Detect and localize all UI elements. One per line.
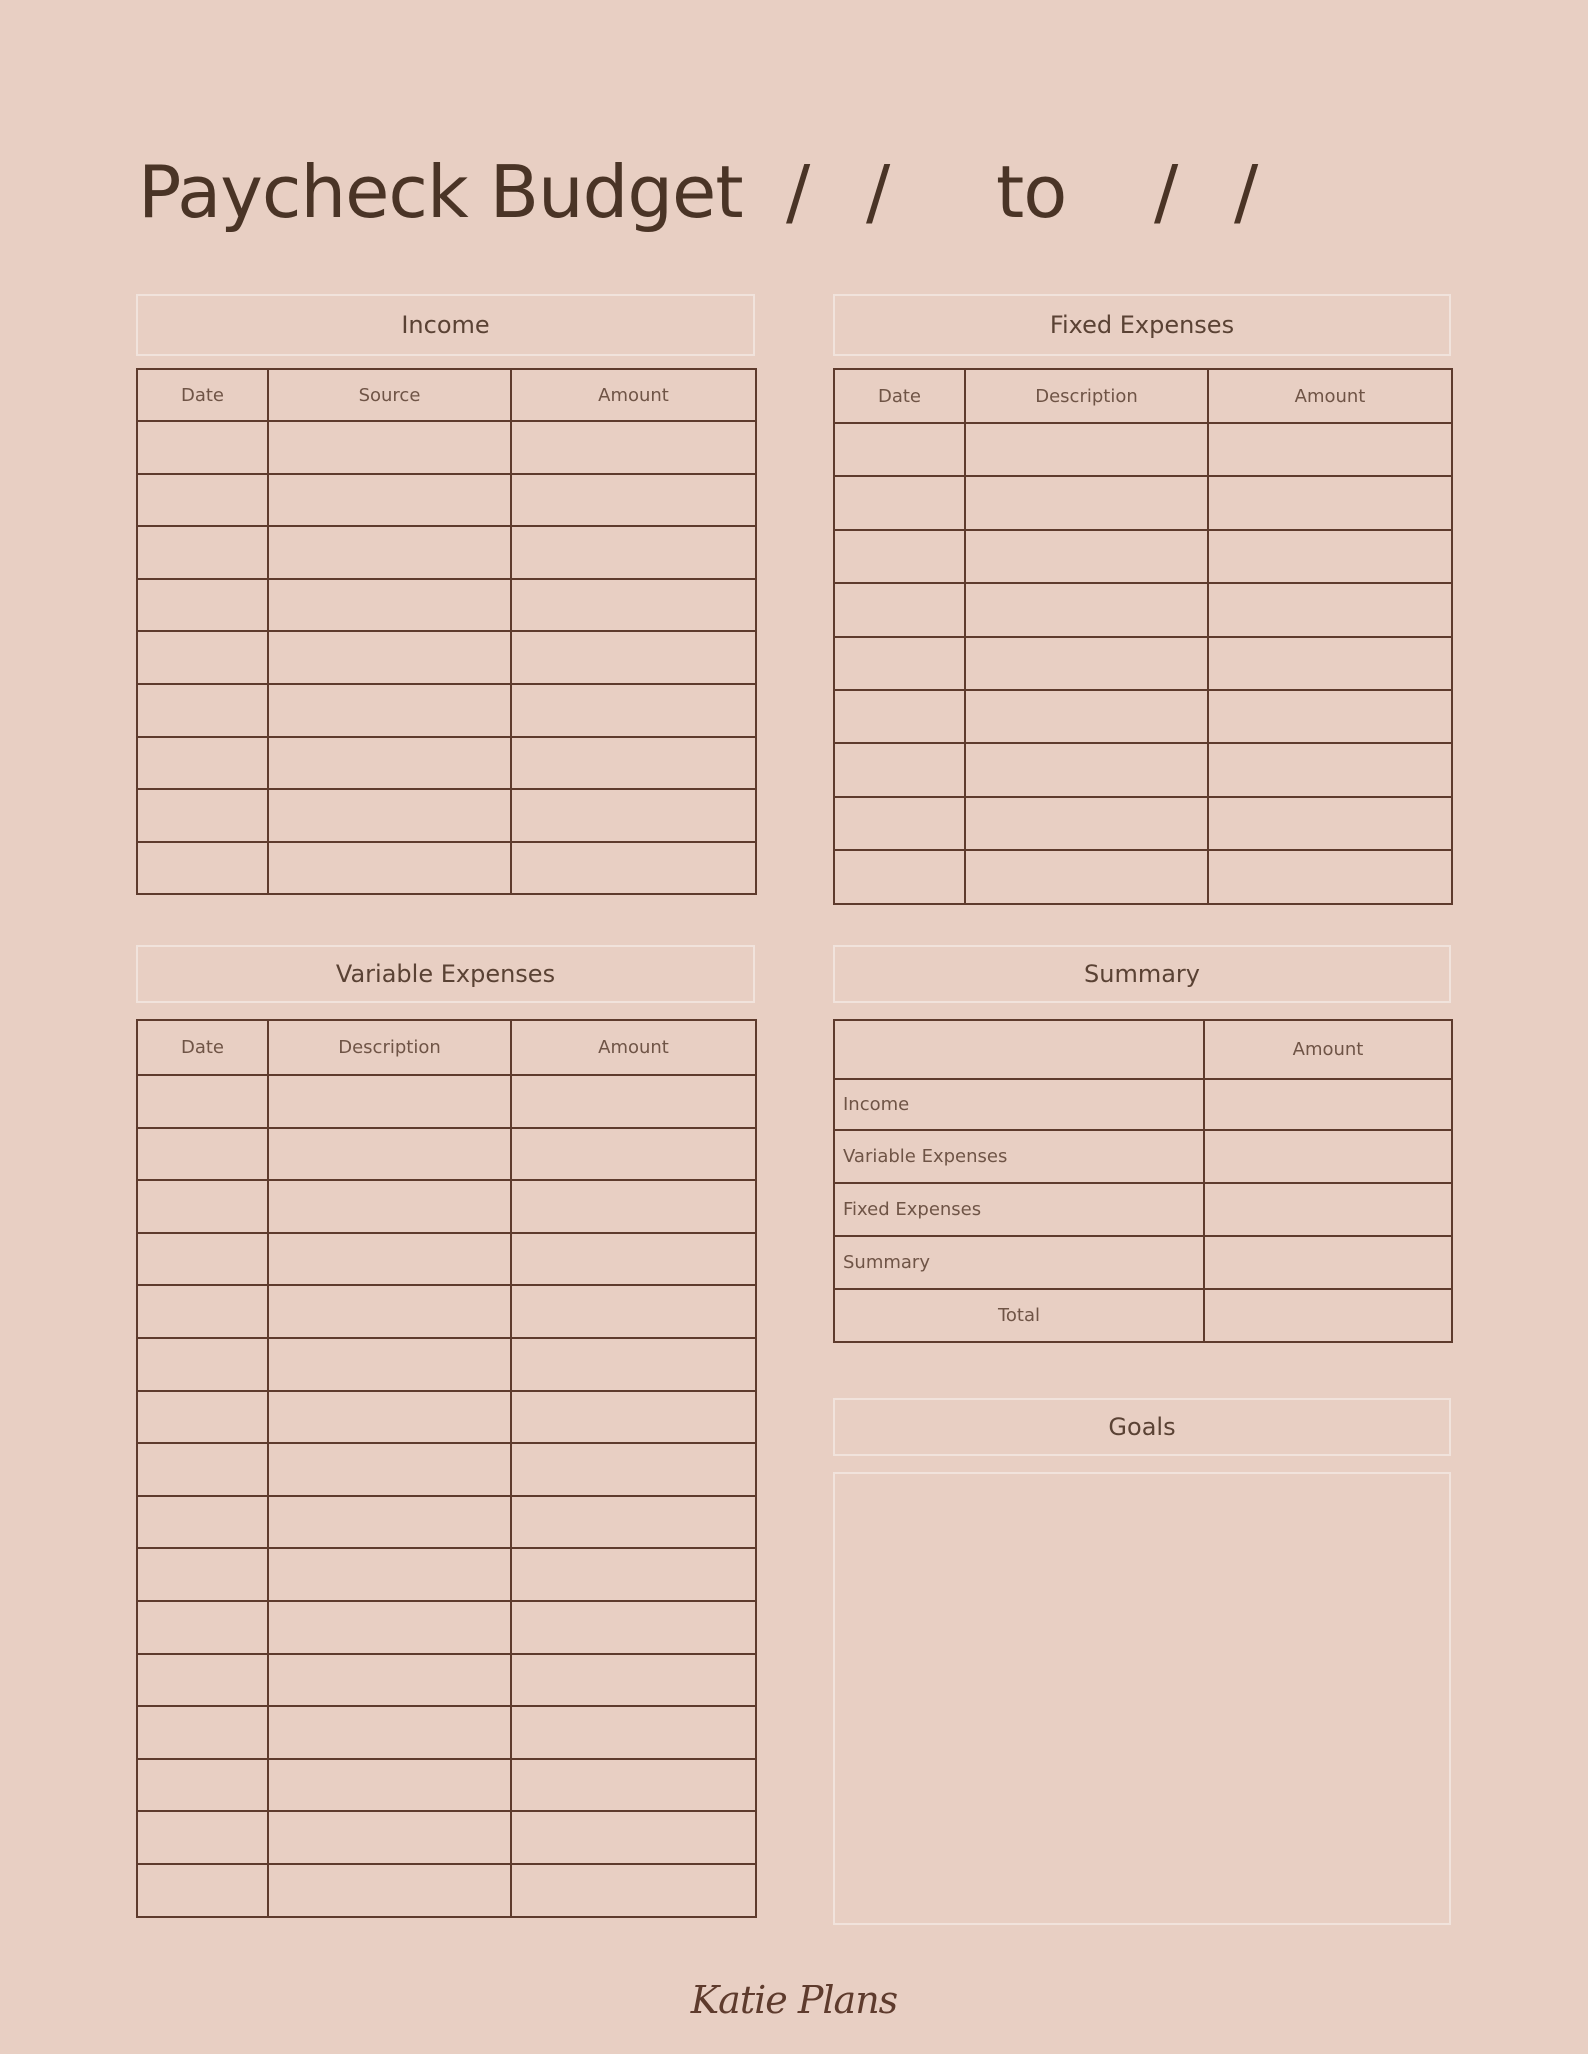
entry-cell[interactable] — [268, 474, 511, 527]
entry-cell[interactable] — [511, 1706, 756, 1759]
entry-cell[interactable] — [1208, 690, 1452, 743]
table-row — [137, 842, 756, 895]
entry-cell[interactable] — [1208, 530, 1452, 583]
entry-cell[interactable] — [268, 1864, 511, 1917]
entry-cell[interactable] — [268, 1285, 511, 1338]
entry-cell[interactable] — [268, 1654, 511, 1707]
summary-total-label: Total — [834, 1289, 1204, 1342]
entry-cell[interactable] — [834, 583, 965, 636]
summary-amount-cell[interactable] — [1204, 1079, 1452, 1130]
table-row — [834, 797, 1452, 850]
entry-cell[interactable] — [834, 850, 965, 903]
entry-cell[interactable] — [1208, 476, 1452, 529]
table-row — [137, 1654, 756, 1707]
table-row — [834, 743, 1452, 796]
column-header: Description — [965, 369, 1208, 423]
column-header: Description — [268, 1020, 511, 1075]
entry-cell[interactable] — [511, 684, 756, 737]
summary-blank-header — [834, 1020, 1204, 1079]
table-row — [137, 1811, 756, 1864]
entry-cell[interactable] — [965, 637, 1208, 690]
table-row — [834, 530, 1452, 583]
entry-cell[interactable] — [268, 526, 511, 579]
entry-cell[interactable] — [137, 1601, 268, 1654]
table-row — [834, 476, 1452, 529]
summary-amount-cell[interactable] — [1204, 1130, 1452, 1183]
entry-cell[interactable] — [965, 423, 1208, 476]
entry-cell[interactable] — [511, 737, 756, 790]
entry-cell[interactable] — [511, 1496, 756, 1549]
entry-cell[interactable] — [268, 1128, 511, 1181]
entry-cell[interactable] — [511, 1864, 756, 1917]
entry-cell[interactable] — [268, 1180, 511, 1233]
entry-cell[interactable] — [268, 1443, 511, 1496]
entry-cell[interactable] — [511, 842, 756, 895]
summary-row-label: Fixed Expenses — [834, 1183, 1204, 1236]
entry-cell[interactable] — [268, 1601, 511, 1654]
entry-cell[interactable] — [137, 631, 268, 684]
entry-cell[interactable] — [137, 1391, 268, 1444]
entry-cell[interactable] — [137, 1864, 268, 1917]
entry-cell[interactable] — [1208, 743, 1452, 796]
entry-cell[interactable] — [268, 631, 511, 684]
table-row — [137, 421, 756, 474]
table-row — [137, 1601, 756, 1654]
entry-cell[interactable] — [137, 1180, 268, 1233]
entry-cell[interactable] — [137, 1075, 268, 1128]
entry-cell[interactable] — [511, 631, 756, 684]
entry-cell[interactable] — [268, 1811, 511, 1864]
entry-cell[interactable] — [511, 1811, 756, 1864]
summary-row-label: Income — [834, 1079, 1204, 1130]
title-to: to — [996, 150, 1067, 234]
table-row — [137, 1548, 756, 1601]
entry-cell[interactable] — [511, 1391, 756, 1444]
variable-expenses-table — [136, 1019, 757, 1918]
entry-cell[interactable] — [511, 1548, 756, 1601]
income-table — [136, 368, 757, 895]
entry-cell[interactable] — [137, 1338, 268, 1391]
entry-cell[interactable] — [511, 421, 756, 474]
entry-cell[interactable] — [137, 684, 268, 737]
entry-cell[interactable] — [268, 684, 511, 737]
date-slash: / — [866, 150, 890, 234]
entry-cell[interactable] — [268, 1338, 511, 1391]
entry-cell[interactable] — [834, 797, 965, 850]
entry-cell[interactable] — [1208, 583, 1452, 636]
entry-cell[interactable] — [137, 1759, 268, 1812]
entry-cell[interactable] — [268, 1075, 511, 1128]
goals-area[interactable] — [833, 1472, 1451, 1925]
table-row — [137, 684, 756, 737]
entry-cell[interactable] — [137, 474, 268, 527]
date-slash: / — [1234, 150, 1258, 234]
entry-cell[interactable] — [511, 579, 756, 632]
entry-cell[interactable] — [511, 1759, 756, 1812]
entry-cell[interactable] — [511, 1233, 756, 1286]
variable-expenses-heading: Variable Expenses — [136, 945, 755, 1003]
table-row — [137, 526, 756, 579]
table-row — [834, 423, 1452, 476]
table-row — [137, 1706, 756, 1759]
entry-cell[interactable] — [834, 530, 965, 583]
entry-cell[interactable] — [1208, 637, 1452, 690]
table-row — [137, 1338, 756, 1391]
entry-cell[interactable] — [511, 1338, 756, 1391]
table-row — [834, 850, 1452, 903]
table-row — [137, 1075, 756, 1128]
summary-amount-cell[interactable] — [1204, 1183, 1452, 1236]
column-header: Amount — [511, 369, 756, 421]
entry-cell[interactable] — [834, 637, 965, 690]
entry-cell[interactable] — [137, 421, 268, 474]
entry-cell[interactable] — [511, 1128, 756, 1181]
date-slash: / — [786, 150, 810, 234]
entry-cell[interactable] — [511, 1285, 756, 1338]
entry-cell[interactable] — [137, 1496, 268, 1549]
column-header: Date — [137, 1020, 268, 1075]
entry-cell[interactable] — [137, 579, 268, 632]
table-row — [137, 1496, 756, 1549]
entry-cell[interactable] — [511, 789, 756, 842]
table-row — [137, 1759, 756, 1812]
column-header: Source — [268, 369, 511, 421]
entry-cell[interactable] — [511, 526, 756, 579]
entry-cell[interactable] — [137, 1233, 268, 1286]
entry-cell[interactable] — [965, 583, 1208, 636]
entry-cell[interactable] — [965, 797, 1208, 850]
entry-cell[interactable] — [137, 1706, 268, 1759]
entry-cell[interactable] — [1208, 850, 1452, 903]
table-row — [137, 1233, 756, 1286]
entry-cell[interactable] — [965, 690, 1208, 743]
table-row — [137, 579, 756, 632]
entry-cell[interactable] — [268, 1706, 511, 1759]
table-row — [834, 690, 1452, 743]
table-row — [834, 583, 1452, 636]
table-row — [137, 1443, 756, 1496]
table-row — [137, 1285, 756, 1338]
summary-total-cell[interactable] — [1204, 1289, 1452, 1342]
table-row — [137, 737, 756, 790]
entry-cell[interactable] — [137, 1128, 268, 1181]
column-header: Amount — [1204, 1020, 1452, 1079]
entry-cell[interactable] — [268, 421, 511, 474]
table-row — [137, 1128, 756, 1181]
entry-cell[interactable] — [511, 474, 756, 527]
column-header: Date — [834, 369, 965, 423]
entry-cell[interactable] — [834, 423, 965, 476]
entry-cell[interactable] — [268, 1391, 511, 1444]
column-header: Amount — [1208, 369, 1452, 423]
brand-signature: Katie Plans — [690, 1978, 898, 2022]
entry-cell[interactable] — [268, 789, 511, 842]
entry-cell[interactable] — [511, 1654, 756, 1707]
entry-cell[interactable] — [268, 1233, 511, 1286]
entry-cell[interactable] — [1208, 797, 1452, 850]
entry-cell[interactable] — [268, 1759, 511, 1812]
entry-cell[interactable] — [137, 737, 268, 790]
date-slash: / — [1154, 150, 1178, 234]
entry-cell[interactable] — [137, 1548, 268, 1601]
entry-cell[interactable] — [137, 1443, 268, 1496]
entry-cell[interactable] — [137, 789, 268, 842]
entry-cell[interactable] — [1208, 423, 1452, 476]
entry-cell[interactable] — [268, 737, 511, 790]
entry-cell[interactable] — [137, 526, 268, 579]
income-heading: Income — [136, 294, 755, 356]
entry-cell[interactable] — [268, 1548, 511, 1601]
entry-cell[interactable] — [268, 579, 511, 632]
summary-heading: Summary — [833, 945, 1451, 1003]
fixed-expenses-heading: Fixed Expenses — [833, 294, 1451, 356]
entry-cell[interactable] — [511, 1075, 756, 1128]
entry-cell[interactable] — [965, 850, 1208, 903]
entry-cell[interactable] — [834, 743, 965, 796]
entry-cell[interactable] — [965, 530, 1208, 583]
table-row — [137, 631, 756, 684]
entry-cell[interactable] — [965, 743, 1208, 796]
fixed-expenses-table — [833, 368, 1453, 905]
summary-row-label: Variable Expenses — [834, 1130, 1204, 1183]
entry-cell[interactable] — [268, 842, 511, 895]
goals-heading: Goals — [833, 1398, 1451, 1456]
entry-cell[interactable] — [268, 1496, 511, 1549]
entry-cell[interactable] — [137, 1811, 268, 1864]
table-row — [137, 789, 756, 842]
column-header: Date — [137, 369, 268, 421]
table-row — [834, 637, 1452, 690]
table-row — [137, 474, 756, 527]
entry-cell[interactable] — [834, 690, 965, 743]
entry-cell[interactable] — [137, 842, 268, 895]
summary-table — [833, 1019, 1453, 1343]
entry-cell[interactable] — [511, 1601, 756, 1654]
table-row — [137, 1864, 756, 1917]
title-main: Paycheck Budget — [138, 150, 743, 234]
summary-amount-cell[interactable] — [1204, 1236, 1452, 1289]
table-row — [137, 1391, 756, 1444]
column-header: Amount — [511, 1020, 756, 1075]
table-row — [137, 1180, 756, 1233]
entry-cell[interactable] — [511, 1180, 756, 1233]
entry-cell[interactable] — [137, 1654, 268, 1707]
entry-cell[interactable] — [511, 1443, 756, 1496]
entry-cell[interactable] — [137, 1285, 268, 1338]
summary-row-label: Summary — [834, 1236, 1204, 1289]
entry-cell[interactable] — [834, 476, 965, 529]
entry-cell[interactable] — [965, 476, 1208, 529]
